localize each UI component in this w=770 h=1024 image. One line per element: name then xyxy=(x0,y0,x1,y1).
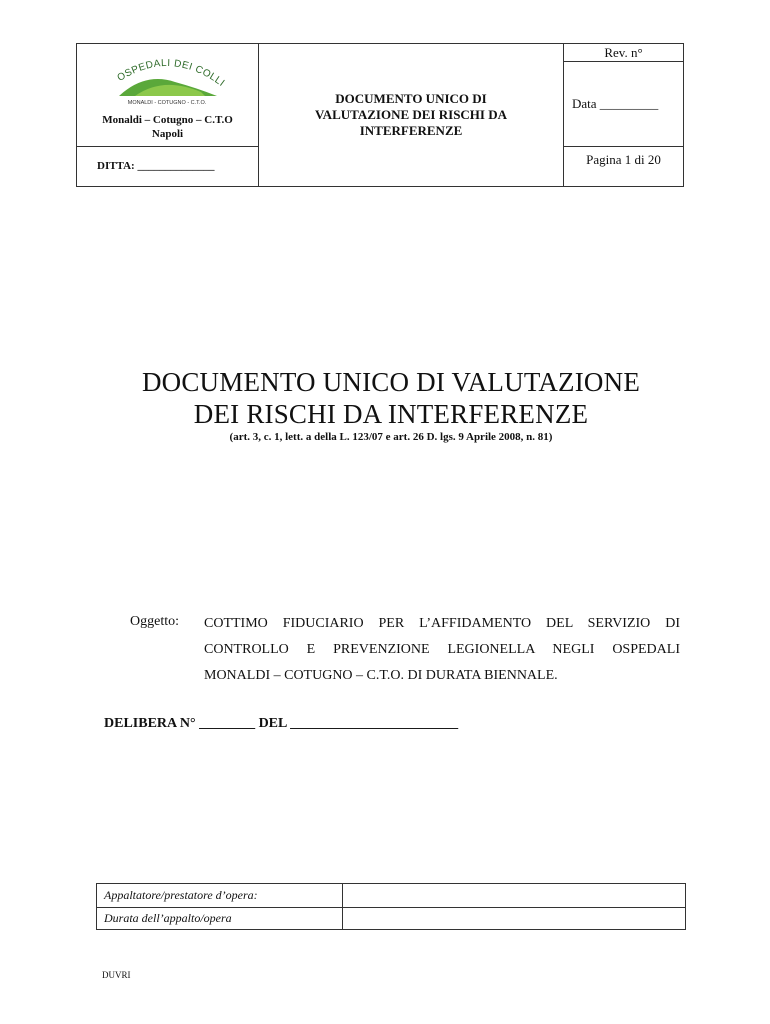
logo-area xyxy=(77,44,258,147)
appaltatore-label: Appaltatore/prestatore d’opera: xyxy=(104,888,258,902)
header-title-line-1: DOCUMENTO UNICO DI xyxy=(335,91,487,106)
header-doc-title xyxy=(259,91,563,139)
header-right-cell xyxy=(564,44,683,186)
organization-line-1: Monaldi – Cotugno – C.T.O xyxy=(102,114,233,126)
revision-number: Rev. n° xyxy=(564,44,683,62)
svg-text:MONALDI - COTUGNO - C.T.O.: MONALDI - COTUGNO - C.T.O. xyxy=(127,100,207,106)
header-left-cell xyxy=(77,44,259,186)
oggetto-label: Oggetto: xyxy=(130,614,179,629)
document-title-line-2: DEI RISCHI DA INTERFERENZE xyxy=(193,399,589,429)
oggetto-line-2: CONTROLLO E PREVENZIONE LEGIONELLA NEGLI OSPEDALI xyxy=(204,642,680,657)
organization-name xyxy=(77,113,258,141)
header-title-cell xyxy=(259,44,564,186)
svg-text:OSPEDALI DEI COLLI: OSPEDALI DEI COLLI xyxy=(115,57,227,90)
table-row xyxy=(97,884,685,908)
durata-label: Durata dell’appalto/opera xyxy=(104,911,232,925)
header-table xyxy=(76,43,684,187)
ditta-field: DITTA: ______________ xyxy=(97,160,215,172)
date-cell xyxy=(564,62,683,147)
delibera-line: DELIBERA N° ________ DEL ________________________ xyxy=(104,716,459,731)
hospital-logo xyxy=(105,52,229,106)
page-number: Pagina 1 di 20 xyxy=(586,152,661,167)
oggetto-line-3: MONALDI – COTUGNO – C.T.O. DI DURATA BIENNALE. xyxy=(204,668,558,683)
oggetto-line-1: COTTIMO FIDUCIARIO PER L’AFFIDAMENTO DEL SERVIZIO DI xyxy=(204,616,680,631)
document-title-line-1: DOCUMENTO UNICO DI VALUTAZIONE xyxy=(141,367,641,397)
date-field: Data _________ xyxy=(572,96,659,111)
header-title-line-3: INTERFERENZE xyxy=(359,123,463,138)
legal-reference: (art. 3, c. 1, lett. a della L. 123/07 e art. 26 D. lgs. 9 Aprile 2008, n. 81) xyxy=(229,431,553,443)
contract-info-table xyxy=(96,883,686,930)
footer-label: DUVRI xyxy=(102,970,131,980)
organization-line-2: Napoli xyxy=(151,128,184,140)
table-divider xyxy=(342,884,343,929)
table-row xyxy=(97,907,685,930)
document-title xyxy=(0,366,770,430)
header-title-line-2: VALUTAZIONE DEI RISCHI DA xyxy=(314,107,508,122)
oggetto-text xyxy=(204,611,680,689)
